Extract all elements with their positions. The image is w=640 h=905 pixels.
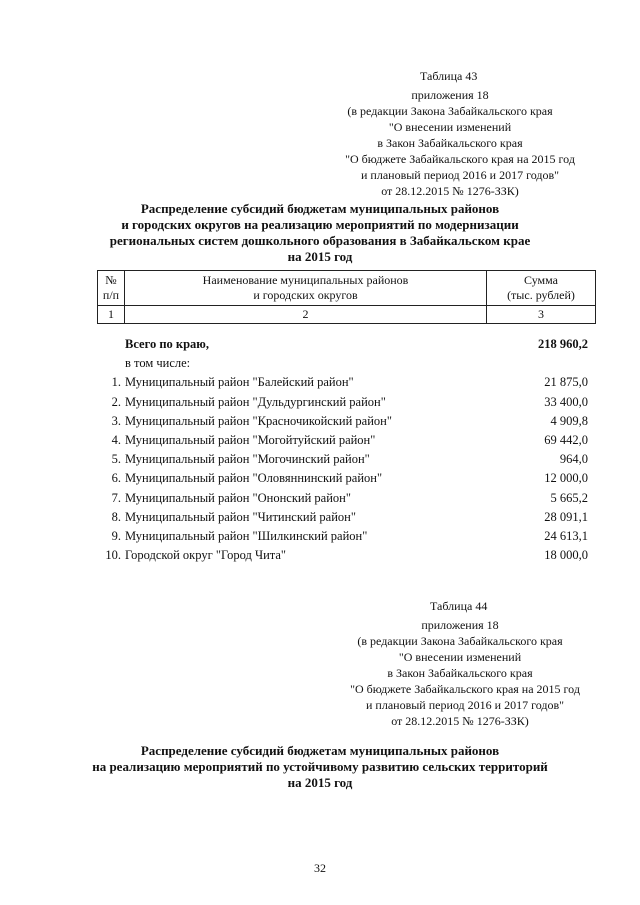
table44-appendix-line: "О внесении изменений bbox=[398, 650, 522, 664]
including-label: в том числе: bbox=[125, 356, 191, 371]
table43-appendix-line: в Закон Забайкальского края bbox=[377, 136, 523, 150]
table44-title-line: на 2015 год bbox=[287, 775, 353, 790]
row-value: 5 665,2 bbox=[550, 490, 588, 505]
row-name: Муниципальный район "Балейский район" bbox=[125, 375, 354, 390]
table-row bbox=[97, 412, 596, 431]
table-row bbox=[97, 546, 596, 565]
row-number: 3. bbox=[111, 413, 121, 428]
table43-appendix-line: приложения 18 bbox=[411, 88, 489, 102]
table-row bbox=[97, 373, 596, 392]
row-value: 33 400,0 bbox=[544, 394, 588, 409]
table44-appendix-line: приложения 18 bbox=[421, 618, 499, 632]
col-index-3: 3 bbox=[487, 306, 596, 324]
table-row bbox=[97, 527, 596, 546]
row-value: 964,0 bbox=[559, 452, 588, 467]
row-value: 69 442,0 bbox=[544, 432, 588, 447]
table44-appendix-line: и плановый период 2016 и 2017 годов" bbox=[365, 698, 565, 712]
table43-appendix-line: "О внесении изменений bbox=[388, 120, 512, 134]
table-row bbox=[97, 489, 596, 508]
row-number: 7. bbox=[111, 490, 121, 505]
row-name: Городской округ "Город Чита" bbox=[125, 548, 287, 563]
col-index-1: 1 bbox=[98, 306, 125, 324]
table43-appendix-line: (в редакции Закона Забайкальского края bbox=[347, 104, 553, 118]
row-name: Муниципальный район "Шилкинский район" bbox=[125, 528, 368, 543]
row-name: Муниципальный район "Оловяннинский район" bbox=[125, 471, 383, 486]
row-number: 9. bbox=[111, 528, 121, 543]
total-value: 218 960,2 bbox=[538, 337, 588, 351]
table-row bbox=[97, 431, 596, 450]
row-value: 28 091,1 bbox=[544, 509, 588, 524]
row-name: Муниципальный район "Ононский район" bbox=[125, 490, 351, 505]
row-number: 1. bbox=[111, 375, 121, 390]
row-value: 4 909,8 bbox=[550, 413, 588, 428]
row-value: 24 613,1 bbox=[544, 528, 588, 543]
table43-heading: Таблица 43 bbox=[420, 69, 478, 83]
table-row bbox=[97, 393, 596, 412]
row-value: 21 875,0 bbox=[544, 375, 588, 390]
col-sum-header: Сумма (тыс. рублей) bbox=[487, 271, 596, 306]
row-name: Муниципальный район "Могойтуйский район" bbox=[125, 432, 376, 447]
row-name: Муниципальный район "Дульдургинский район" bbox=[125, 394, 386, 409]
table44-heading: Таблица 44 bbox=[430, 599, 488, 613]
row-value: 18 000,0 bbox=[544, 548, 588, 563]
total-row bbox=[97, 335, 596, 354]
table43-title-line: и городских округов на реализацию мероприятий по модернизации bbox=[121, 217, 519, 232]
col-index-2: 2 bbox=[125, 306, 487, 324]
row-name: Муниципальный район "Читинский район" bbox=[125, 509, 356, 524]
table43-title-line: региональных систем дошкольного образования в Забайкальском крае bbox=[109, 233, 531, 248]
row-number: 6. bbox=[111, 471, 121, 486]
table43-header bbox=[97, 270, 596, 324]
table44-title-line: Распределение субсидий бюджетам муниципальных районов bbox=[140, 743, 500, 758]
including-row bbox=[97, 354, 596, 373]
table44-appendix-line: от 28.12.2015 № 1276-ЗЗК) bbox=[391, 714, 529, 728]
row-number: 2. bbox=[111, 394, 121, 409]
table44-appendix-line: в Закон Забайкальского края bbox=[387, 666, 533, 680]
table-row bbox=[97, 469, 596, 488]
row-number: 8. bbox=[111, 509, 121, 524]
col-name-header: Наименование муниципальных районов и городских округов bbox=[125, 271, 487, 306]
table43-appendix-line: и плановый период 2016 и 2017 годов" bbox=[360, 168, 560, 182]
table-row bbox=[97, 450, 596, 469]
table43-appendix-line: от 28.12.2015 № 1276-ЗЗК) bbox=[381, 184, 519, 198]
table44-appendix-line: "О бюджете Забайкальского края на 2015 год bbox=[350, 682, 580, 696]
table44-appendix-line: (в редакции Закона Забайкальского края bbox=[357, 634, 563, 648]
row-name: Муниципальный район "Могочинский район" bbox=[125, 452, 370, 467]
table-row bbox=[97, 508, 596, 527]
col-num-header: № п/п bbox=[98, 271, 125, 306]
table43-title-line: на 2015 год bbox=[287, 249, 353, 264]
row-number: 4. bbox=[111, 432, 121, 447]
row-number: 5. bbox=[111, 452, 121, 467]
total-label: Всего по краю, bbox=[125, 337, 209, 351]
row-number: 10. bbox=[105, 548, 121, 563]
table43-title-line: Распределение субсидий бюджетам муниципальных районов bbox=[140, 201, 500, 216]
row-value: 12 000,0 bbox=[544, 471, 588, 486]
page-number: 32 bbox=[314, 861, 326, 875]
table44-title-line: на реализацию мероприятий по устойчивому развитию сельских территорий bbox=[92, 759, 548, 774]
row-name: Муниципальный район "Красночикойский район" bbox=[125, 413, 392, 428]
table43-appendix-line: "О бюджете Забайкальского края на 2015 год bbox=[345, 152, 575, 166]
table43-body bbox=[97, 335, 596, 565]
